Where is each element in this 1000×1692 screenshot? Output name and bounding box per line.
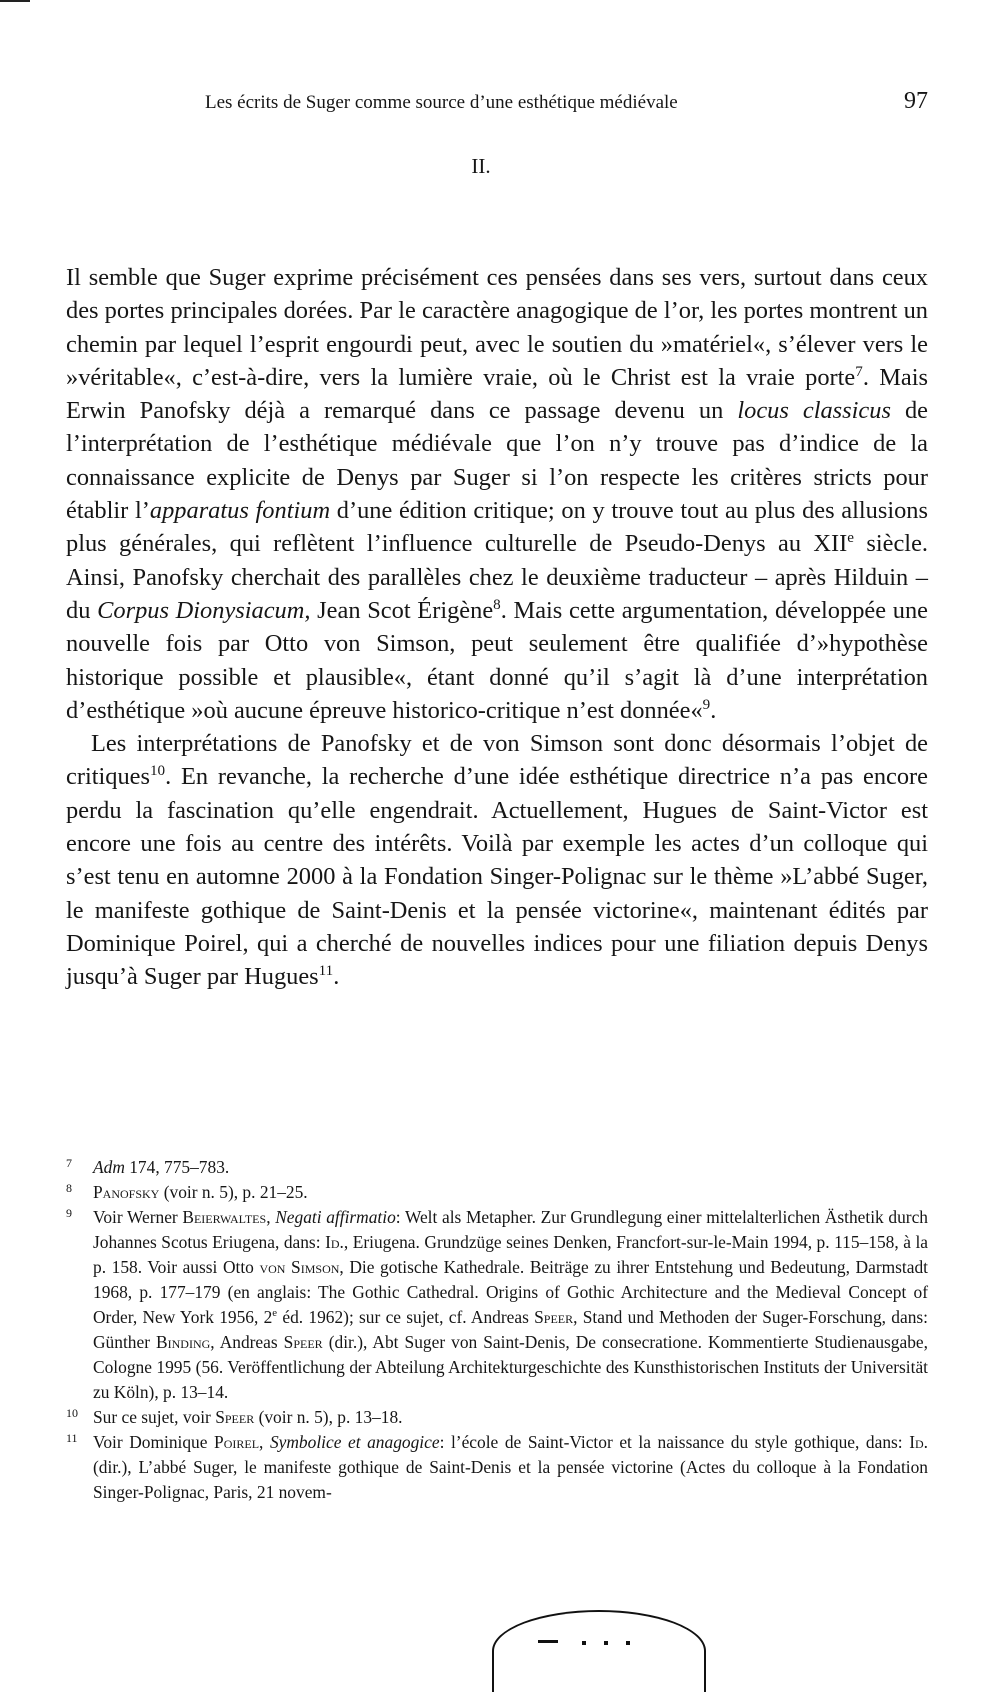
text-run: : l’école de Saint-Victor et la naissance du style gothique, dans:: [439, 1432, 910, 1452]
library-stamp-mark: [604, 1641, 608, 1645]
small-caps-name: Beierwaltes: [182, 1207, 267, 1227]
footnote-text: [93, 1155, 928, 1180]
text-run: de l’interprétation de l’esthétique médiévale que l’on n’y trouve pas d’indice de la connaissance explicite de Denys par Suger si l’on respecte les critères stricts pour établir l’: [66, 397, 928, 525]
text-run: . Mais cette argumentation, développée une nouvelle fois par Otto von Simson, peut seulement être qualifiée d’»hypothèse historique possible et plausible«, étant donné qu’il s’agit là d’une interprétation d’esthétique »où aucune épreuve historico-critique n’est donnée«: [66, 596, 928, 724]
text-run: 174, 775–783.: [124, 1157, 230, 1177]
reference-marker: e: [847, 530, 854, 547]
paragraph: [66, 727, 928, 993]
text-run: . Mais Erwin Panofsky déjà a remarqué dans ce passage devenu un: [66, 363, 928, 425]
running-title: Les écrits de Suger comme source d’une esthétique médiévale: [205, 92, 678, 113]
library-stamp-mark: [538, 1640, 558, 1643]
footnote: [66, 1205, 928, 1405]
reference-marker: e: [272, 1307, 278, 1320]
text-run: .: [333, 963, 340, 991]
footnote-text: [93, 1180, 928, 1205]
text-run: Voir Werner: [93, 1207, 183, 1227]
italic-text: Corpus Dionysiacum,: [97, 596, 311, 624]
text-run: Voir Dominique: [93, 1432, 215, 1452]
footnote-text: [93, 1405, 928, 1430]
text-run: (dir.), L’abbé Suger, le manifeste gothique de Saint-Denis et la pensée victorine (Actes du colloque à la Fondation Singer-Polignac, Paris, 21 novem-: [93, 1457, 928, 1502]
reference-marker: 8: [493, 596, 501, 613]
library-stamp-mark: [582, 1641, 586, 1645]
small-caps-name: Id.: [909, 1432, 928, 1452]
small-caps-name: Speer: [215, 1407, 255, 1427]
small-caps-name: von Simson: [259, 1257, 340, 1277]
running-header: [205, 88, 928, 115]
footnote-number: 9: [66, 1206, 72, 1220]
footnote: [66, 1180, 928, 1205]
footnote-number: 8: [66, 1181, 72, 1195]
library-stamp-outline: [492, 1610, 706, 1692]
text-run: , Die gotische Kathedrale. Beiträge zu ihrer Entstehung und Bedeutung, Darmstadt 1968, p. 177–179 (en anglais: The Gothic Cathedral. Origins of Gothic Architecture and the Medieval Concept of Order, New York 1956, 2: [93, 1257, 928, 1327]
library-stamp-mark: [626, 1641, 630, 1645]
footnote-number: 7: [66, 1156, 72, 1170]
italic-text: locus classicus: [737, 397, 891, 425]
text-run: Sur ce sujet, voir: [93, 1407, 216, 1427]
text-run: .: [710, 696, 717, 724]
footnote-number: 10: [66, 1406, 78, 1420]
body-text: [66, 261, 928, 994]
section-heading: [0, 154, 1000, 179]
small-caps-name: Panofsky: [93, 1182, 160, 1202]
italic-text: Adm: [93, 1157, 125, 1177]
page-number: 97: [904, 88, 928, 114]
text-run: Il semble que Suger exprime précisément ces pensées dans ses vers, surtout dans ceux des portes principales dorées. Par le caractère anagogique de l’or, les portes montrent un chemin par lequel l’esprit engourdi peut, avec le soutien du »matériel«, s’élever vers le »véritable«, c’est-à-dire, vers la lumière vraie, où le Christ est la vraie porte: [66, 264, 928, 391]
text-run: éd. 1962); sur ce sujet, cf. Andreas: [277, 1307, 535, 1327]
text-run: , Eriugena. Grundzüge seines Denken, Francfort-sur-le-Main 1994, p. 115–158, à la p. 158. Voir aussi Otto: [93, 1232, 929, 1277]
small-caps-name: Speer: [534, 1307, 574, 1327]
text-run: Jean Scot Érigène: [310, 596, 494, 624]
paragraph: [66, 261, 928, 727]
footnote: [66, 1430, 928, 1505]
text-run: . En revanche, la recherche d’une idée esthétique directrice n’a pas encore perdu la fascination qu’elle engendrait. Actuellement, Hugues de Saint-Victor est encore une fois au centre des intérêts. Voilà par exemple les actes d’un colloque qui s’est tenu en automne 2000 à la Fondation Singer-Polignac sur le thème »L’abbé Suger, le manifeste gothique de Saint-Denis et la pensée victorine«, maintenant édités par Dominique Poirel, qui a cherché de nouvelles indices pour une filiation depuis Denys jusqu’à Suger par Hugues: [66, 763, 928, 991]
text-run: (dir.), Abt Suger von Saint-Denis, De consecratione. Kommentierte Studienausgabe, Cologne 1995 (56. Veröffentlichung der Abteilung Architekturgeschichte des Kunsthistorischen Instituts der Universität zu Köln), p. 13–14.: [93, 1332, 928, 1402]
footnotes: [66, 1155, 928, 1505]
corner-scan-mark: [0, 0, 30, 2]
text-run: ,: [266, 1207, 276, 1227]
small-caps-name: Binding: [156, 1332, 211, 1352]
footnote-text: [93, 1430, 928, 1505]
text-run: : Welt als Metapher. Zur Grundlegung einer mittelalterlichen Ästhetik durch Johannes Scotus Eriugena, dans:: [93, 1207, 928, 1252]
footnote: [66, 1405, 928, 1430]
text-run: , Stand und Methoden der Suger-Forschung, dans: Günther: [93, 1307, 928, 1352]
text-run: Les interprétations de Panofsky et de von Simson sont donc désormais l’objet de critiques: [66, 730, 928, 791]
italic-text: Symbolice et anagogice: [269, 1432, 440, 1452]
text-run: (voir n. 5), p. 13–18.: [254, 1407, 403, 1427]
text-run: , Andreas: [210, 1332, 284, 1352]
small-caps-name: Id.: [325, 1232, 344, 1252]
footnote-text: [93, 1205, 928, 1405]
footnote: [66, 1155, 928, 1180]
reference-marker: 11: [318, 963, 334, 980]
reference-marker: 7: [855, 363, 863, 380]
text-run: ,: [259, 1432, 270, 1452]
footnote-number: 11: [66, 1431, 78, 1445]
small-caps-name: Poirel: [214, 1432, 260, 1452]
reference-marker: 9: [702, 696, 711, 713]
italic-text: Negati affirmatio: [275, 1207, 396, 1227]
reference-marker: 10: [150, 763, 166, 780]
small-caps-name: Speer: [283, 1332, 323, 1352]
section-number: II.: [471, 154, 491, 178]
text-run: (voir n. 5), p. 21–25.: [159, 1182, 308, 1202]
italic-text: apparatus fontium: [149, 497, 331, 525]
text-run: siècle. Ainsi, Panofsky cherchait des parallèles chez le deuxième traducteur – après Hilduin – du: [66, 530, 929, 624]
text-run: d’une édition critique; on y trouve tout au plus des allusions plus générales, qui reflètent l’influence culturelle de Pseudo-Denys au XII: [66, 497, 928, 558]
